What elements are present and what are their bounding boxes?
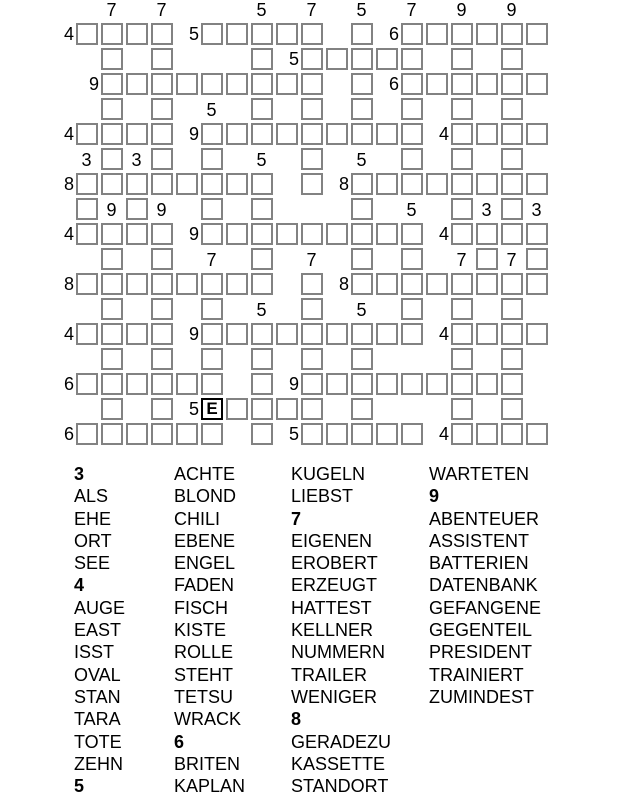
grid-cell-r14c2[interactable] [126, 373, 148, 395]
grid-cell-r15c11[interactable] [351, 398, 373, 420]
grid-cell-r15c8[interactable] [276, 398, 298, 420]
word-list-item: TRAINIERT [429, 664, 524, 685]
grid-cell-r14c12[interactable] [376, 373, 398, 395]
word-length-header-9: 9 [429, 486, 440, 507]
grid-cell-r15c15[interactable] [451, 398, 473, 420]
word-length-header-4: 4 [74, 575, 85, 596]
word-list-item: EHE [74, 508, 112, 529]
grid-cell-r16c0[interactable] [76, 423, 98, 445]
word-list-item: CHILI [174, 508, 221, 529]
grid-cell-r16c16[interactable] [476, 423, 498, 445]
down-word-length-label: 7 [106, 0, 117, 20]
grid-cell-r14c9[interactable] [301, 373, 323, 395]
across-word-length-label: 5 [188, 399, 199, 419]
across-word-length-label: 5 [288, 49, 299, 69]
word-length-header-6: 6 [174, 731, 185, 752]
down-word-length-label: 3 [531, 200, 542, 220]
word-list-item: STAN [74, 686, 121, 707]
word-list-item: HATTEST [291, 597, 372, 618]
word-list-column-2 [174, 463, 245, 797]
grid-cell-r15c7[interactable] [251, 398, 273, 420]
word-list-item: WARTETEN [429, 464, 530, 484]
word-list-item: ENGEL [174, 553, 236, 574]
word-list-item: EBENE [174, 530, 236, 551]
across-word-length-label: 8 [63, 174, 74, 194]
grid-cell-r16c12[interactable] [376, 423, 398, 445]
down-word-length-label: 5 [356, 300, 367, 320]
word-list-item: KUGELN [291, 464, 366, 484]
grid-cell-r14c3[interactable] [151, 373, 173, 395]
grid-cell-r14c1[interactable] [101, 373, 123, 395]
word-list-item: PRESIDENT [429, 642, 533, 663]
down-word-length-label: 5 [256, 0, 267, 20]
grid-cell-r14c16[interactable] [476, 373, 498, 395]
grid-cell-r14c17[interactable] [501, 373, 523, 395]
word-list-item: ORT [74, 530, 112, 551]
across-word-length-label: 6 [388, 24, 399, 44]
grid-cell-r14c14[interactable] [426, 373, 448, 395]
down-word-length-label: 7 [306, 0, 317, 20]
grid-cell-r14c11[interactable] [351, 373, 373, 395]
down-word-length-label: 5 [206, 100, 217, 120]
grid-cell-r15c17[interactable] [501, 398, 523, 420]
down-word-length-label: 7 [506, 250, 517, 270]
down-word-length-label: 7 [406, 0, 417, 20]
down-word-length-label: 5 [406, 200, 417, 220]
word-list-item: WRACK [174, 709, 241, 730]
grid-cell-r14c5[interactable] [201, 373, 223, 395]
word-list-item: SEE [74, 553, 111, 574]
grid-cell-r16c4[interactable] [176, 423, 198, 445]
word-list-item: ACHTE [174, 464, 236, 484]
word-list-item: NUMMERN [291, 642, 385, 663]
grid-cell-r16c17[interactable] [501, 423, 523, 445]
grid-cell-r16c5[interactable] [201, 423, 223, 445]
grid-cell-r16c3[interactable] [151, 423, 173, 445]
grid-cell-r14c15[interactable] [451, 373, 473, 395]
down-word-length-label: 5 [256, 150, 267, 170]
down-word-length-label: 9 [156, 200, 167, 220]
word-list-column-1 [74, 463, 125, 797]
grid-cell-r16c15[interactable] [451, 423, 473, 445]
word-length-header-5: 5 [74, 776, 85, 797]
word-list-item: GEFANGENE [429, 597, 542, 618]
grid-cell-r16c9[interactable] [301, 423, 323, 445]
word-list-item: STEHT [174, 664, 234, 685]
word-list-item: KAPLAN [174, 776, 246, 797]
grid-cell-r14c0[interactable] [76, 373, 98, 395]
across-word-length-label: 8 [338, 174, 349, 194]
grid-cell-r16c2[interactable] [126, 423, 148, 445]
down-word-length-label: 5 [356, 0, 367, 20]
across-word-length-label: 4 [63, 224, 74, 244]
word-list-item: TOTE [74, 731, 122, 752]
word-list-item: GEGENTEIL [429, 620, 533, 641]
across-word-length-label: 4 [63, 124, 74, 144]
word-list-item: KASSETTE [291, 753, 386, 774]
down-word-length-label: 7 [306, 250, 317, 270]
word-list-item: ZEHN [74, 753, 123, 774]
across-word-length-label: 9 [288, 374, 299, 394]
word-list-item: ABENTEUER [429, 508, 540, 529]
down-word-length-label: 9 [506, 0, 517, 20]
grid-cell-r16c11[interactable] [351, 423, 373, 445]
grid-cell-r16c18[interactable] [526, 423, 548, 445]
word-list-item: BATTERIEN [429, 553, 529, 574]
word-list-item: BRITEN [174, 753, 241, 774]
word-list-item: OVAL [74, 664, 121, 685]
word-list-item: TARA [74, 709, 121, 730]
word-list-column-3 [291, 463, 391, 797]
down-word-length-label: 9 [106, 200, 117, 220]
word-list-item: ISST [74, 642, 115, 663]
down-word-length-label: 3 [481, 200, 492, 220]
word-length-header-8: 8 [291, 709, 302, 730]
across-word-length-label: 8 [63, 274, 74, 294]
word-list-item: ASSISTENT [429, 530, 530, 551]
grid-cell-r15c1[interactable] [101, 398, 123, 420]
word-list-item: DATENBANK [429, 575, 538, 596]
down-word-length-label: 3 [131, 150, 142, 170]
across-word-length-label: 4 [438, 324, 449, 344]
word-list-item: AUGE [74, 597, 126, 618]
across-word-length-label: 9 [188, 224, 199, 244]
grid-cell-r14c4[interactable] [176, 373, 198, 395]
down-word-length-label: 7 [156, 0, 167, 20]
word-list-item: KELLNER [291, 620, 374, 641]
word-list-item: ZUMINDEST [429, 686, 534, 707]
word-length-header-7: 7 [291, 508, 302, 529]
word-list-item: TRAILER [291, 664, 368, 685]
down-word-length-label: 5 [256, 300, 267, 320]
word-list-item: STANDORT [291, 776, 389, 797]
across-word-length-label: 5 [188, 24, 199, 44]
down-word-length-label: 7 [206, 250, 217, 270]
across-word-length-label: 6 [388, 74, 399, 94]
prefilled-letter-cell: E [201, 398, 223, 420]
across-word-length-label: 9 [88, 74, 99, 94]
across-word-length-label: 4 [438, 124, 449, 144]
down-word-length-label: 5 [356, 150, 367, 170]
across-word-length-label: 5 [288, 424, 299, 444]
word-list-item: TETSU [174, 686, 234, 707]
grid-cell-r15c9[interactable] [301, 398, 323, 420]
across-word-length-label: 6 [63, 374, 74, 394]
word-list-item: BLOND [174, 486, 237, 507]
across-word-length-label: 8 [338, 274, 349, 294]
down-word-length-label: 7 [456, 250, 467, 270]
word-list-item: LIEBST [291, 486, 354, 507]
word-list-item: ROLLE [174, 642, 234, 663]
across-word-length-label: 4 [63, 24, 74, 44]
across-word-length-label: 4 [438, 224, 449, 244]
grid-cell-r14c10[interactable] [326, 373, 348, 395]
word-list-item: FADEN [174, 575, 235, 596]
grid-cell-r15c3[interactable] [151, 398, 173, 420]
grid-cell-r16c7[interactable] [251, 423, 273, 445]
grid-cell-r16c13[interactable] [401, 423, 423, 445]
down-word-length-label: 9 [456, 0, 467, 20]
word-list-column-4 [429, 463, 541, 708]
grid-cell-r14c7[interactable] [251, 373, 273, 395]
grid-cell-r16c1[interactable] [101, 423, 123, 445]
word-list-item: FISCH [174, 597, 228, 618]
word-list-item: ALS [74, 486, 109, 507]
across-word-length-label: 9 [188, 324, 199, 344]
word-length-header-3: 3 [74, 464, 85, 484]
word-list-item: WENIGER [291, 686, 378, 707]
grid-cell-r15c6[interactable] [226, 398, 248, 420]
down-word-length-label: 3 [81, 150, 92, 170]
grid-cell-r14c13[interactable] [401, 373, 423, 395]
across-word-length-label: 6 [63, 424, 74, 444]
across-word-length-label: 9 [188, 124, 199, 144]
word-list-item: EROBERT [291, 553, 378, 574]
word-list-item: EAST [74, 620, 122, 641]
word-list-item: ERZEUGT [291, 575, 378, 596]
across-word-length-label: 4 [63, 324, 74, 344]
grid-cell-r16c10[interactable] [326, 423, 348, 445]
across-word-length-label: 4 [438, 424, 449, 444]
word-list-item: GERADEZU [291, 731, 392, 752]
word-list-item: EIGENEN [291, 530, 373, 551]
word-list-item: KISTE [174, 620, 227, 641]
